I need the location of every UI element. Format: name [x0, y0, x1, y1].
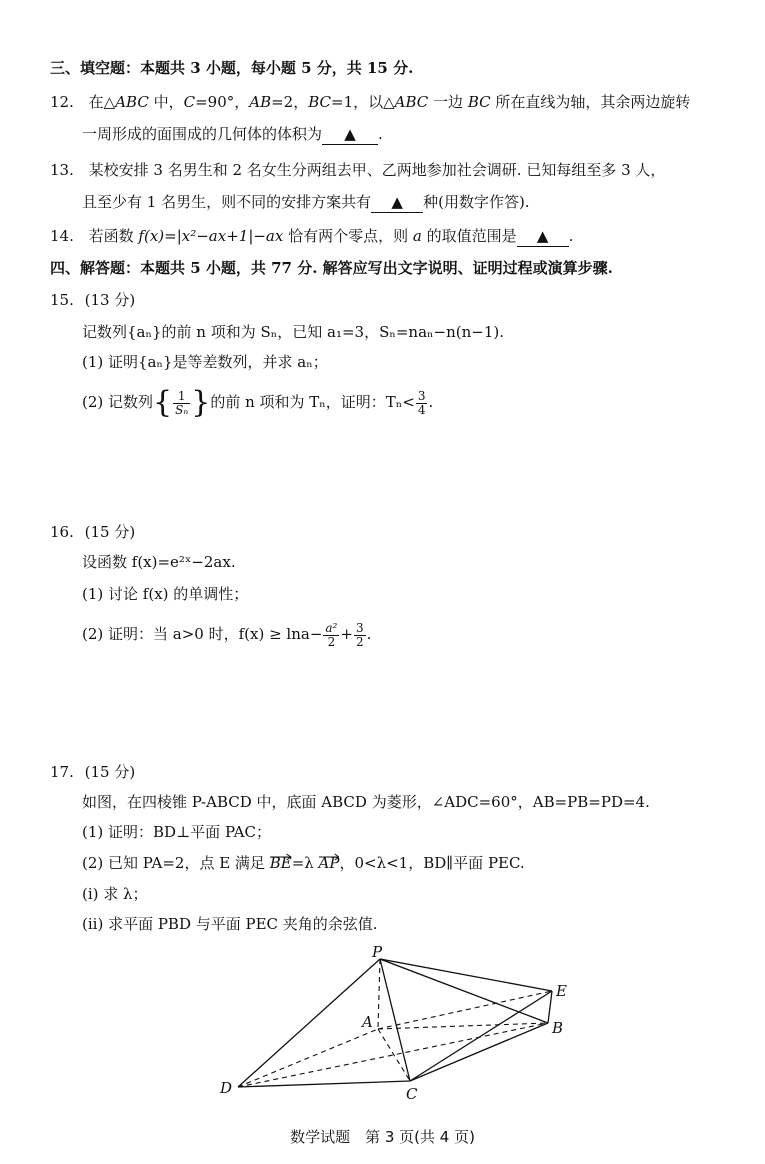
- page-footer: 数学试题 第 3 页(共 4 页): [290, 1128, 475, 1146]
- q15-part1: (1) 证明{aₙ}是等差数列，并求 aₙ；: [82, 353, 328, 371]
- fraction-denominator: 2: [327, 634, 336, 649]
- fraction: [173, 390, 190, 417]
- edge-pa: [378, 959, 380, 1029]
- q15-number: 15.: [50, 291, 74, 309]
- right-brace-icon: }: [191, 385, 211, 420]
- q12-text: 中，: [148, 93, 184, 111]
- q14-text: .: [568, 227, 574, 245]
- vertex-label-e: E: [556, 982, 567, 1000]
- fraction-denominator: 2: [355, 634, 364, 649]
- q12-var-c: C: [183, 93, 196, 111]
- q17-stem: 如图，在四棱锥 P-ABCD 中，底面 ABCD 为菱形，∠ADC=60°，AB=PB=PD=4.: [82, 793, 650, 811]
- edge-pb: [380, 959, 548, 1023]
- vertex-label-p: P: [372, 945, 383, 961]
- q12-var-bc: BC: [467, 93, 491, 111]
- vector-label: AP: [318, 854, 340, 872]
- q16-score: (15 分): [84, 523, 136, 541]
- edge-da: [238, 1029, 378, 1087]
- section3-heading: 三、填空题：本题共 3 小题，每小题 5 分，共 15 分.: [50, 59, 414, 77]
- left-brace-icon: {: [153, 385, 173, 420]
- q12-var-bc: BC: [308, 93, 331, 111]
- fraction-numerator: a²: [325, 620, 338, 635]
- edge-dc: [238, 1081, 410, 1087]
- q14-text: 的取值范围是: [421, 227, 517, 245]
- answer-blank[interactable]: ▲: [322, 124, 378, 145]
- q15-text: (2) 记数列: [82, 393, 154, 411]
- q12-text: 在△: [88, 93, 116, 111]
- q16-part2: [82, 614, 371, 654]
- q16-number: 16.: [50, 523, 74, 541]
- fraction-denominator: 4: [417, 402, 426, 417]
- q16-header: [50, 522, 135, 542]
- fraction-numerator: 3: [355, 620, 364, 635]
- q12-text: =2，: [271, 93, 309, 111]
- q15-text: 的前 n 项和为 Tₙ，证明：Tₙ<: [210, 393, 415, 411]
- answer-blank[interactable]: ▲: [371, 192, 423, 213]
- q17-text: ，0<λ<1，BD∥平面 PEC.: [339, 854, 525, 872]
- q15-part2: [82, 384, 433, 421]
- q13-line1: [50, 160, 665, 180]
- q12-var-abc: ABC: [115, 93, 149, 111]
- vector-label: BE: [269, 854, 292, 872]
- q15-text: .: [428, 393, 434, 411]
- fraction-numerator: 1: [173, 390, 190, 404]
- q12-text: 一周形成的面围成的几何体的体积为: [82, 125, 323, 143]
- edge-pd: [238, 959, 380, 1087]
- q12-line2: [82, 124, 383, 145]
- edge-cb: [410, 1023, 548, 1081]
- q17-header: [50, 762, 135, 782]
- dashed-edges: [238, 959, 552, 1087]
- vector-arrow-icon: [319, 845, 340, 853]
- q16-part1: (1) 讨论 f(x) 的单调性；: [82, 585, 249, 603]
- q17-part2-i: (i) 求 λ；: [82, 885, 148, 903]
- vector-be: [270, 852, 292, 874]
- vector-ap: [319, 852, 340, 874]
- q12-text: .: [378, 125, 383, 143]
- q12-line1: [50, 92, 690, 112]
- q17-text: =λ: [291, 854, 319, 872]
- edge-db: [238, 1023, 548, 1087]
- answer-blank[interactable]: ▲: [517, 226, 569, 247]
- q13-text: 种(用数字作答).: [423, 193, 530, 211]
- q14-text: 恰有两个零点，则: [283, 227, 413, 245]
- q17-text: (2) 已知 PA=2，点 E 满足: [82, 854, 270, 872]
- q13-line2: [82, 192, 530, 213]
- edge-pe: [380, 959, 552, 991]
- q13-number: 13.: [50, 161, 74, 179]
- q17-part2: [82, 852, 525, 874]
- q13-text: 且至少有 1 名男生，则不同的安排方案共有: [82, 193, 372, 211]
- fraction-denominator: Sₙ: [175, 402, 189, 417]
- q12-text: 所在直线为轴，其余两边旋转: [490, 93, 691, 111]
- solid-edges: [238, 959, 552, 1087]
- fraction: [323, 622, 339, 649]
- fraction: [416, 390, 428, 417]
- q16-text: +: [340, 625, 353, 643]
- q13-text: 某校安排 3 名男生和 2 名女生分两组去甲、乙两地参加社会调研. 已知每组至多 3 人，: [88, 161, 666, 179]
- q15-score: (13 分): [84, 291, 136, 309]
- vertex-label-a: A: [362, 1013, 373, 1031]
- q12-var-abc: ABC: [394, 93, 429, 111]
- q14-function: f(x)=|x²−ax+1|−ax: [138, 227, 284, 245]
- q17-part2-ii: (ii) 求平面 PBD 与平面 PEC 夹角的余弦值.: [82, 915, 378, 933]
- q12-number: 12.: [50, 93, 74, 111]
- vector-arrow-icon: [270, 845, 292, 853]
- fraction-numerator: 3: [417, 388, 426, 403]
- q16-text: (2) 证明：当 a>0 时，f(x) ≥ lna−: [82, 625, 323, 643]
- q15-header: [50, 290, 135, 310]
- section4-heading: 四、解答题：本题共 5 小题，共 77 分. 解答应写出文字说明、证明过程或演算步骤.: [50, 259, 613, 277]
- edge-ce: [410, 991, 552, 1081]
- q14-var-a: a: [412, 227, 422, 245]
- q16-stem: 设函数 f(x)=e²ˣ−2ax.: [82, 553, 236, 571]
- q14-text: 若函数: [88, 227, 139, 245]
- pyramid-figure: [210, 945, 580, 1115]
- vertex-label-c: C: [406, 1085, 418, 1103]
- q17-number: 17.: [50, 763, 74, 781]
- edge-pc: [380, 959, 410, 1081]
- q15-stem: 记数列{aₙ}的前 n 项和为 Sₙ，已知 a₁=3，Sₙ=naₙ−n(n−1).: [82, 323, 504, 341]
- q12-text: 一边: [428, 93, 468, 111]
- q16-text: .: [366, 625, 372, 643]
- q14-line: [50, 226, 573, 247]
- q17-part1: (1) 证明：BD⊥平面 PAC；: [82, 823, 271, 841]
- vertex-label-b: B: [552, 1019, 564, 1037]
- q12-var-ab: AB: [249, 93, 272, 111]
- q14-number: 14.: [50, 227, 74, 245]
- q12-text: =1，以△: [331, 93, 395, 111]
- fraction: [354, 622, 366, 649]
- vertex-label-d: D: [220, 1079, 233, 1097]
- edge-ac: [378, 1029, 410, 1081]
- q17-score: (15 分): [84, 763, 136, 781]
- q12-text: =90°，: [195, 93, 250, 111]
